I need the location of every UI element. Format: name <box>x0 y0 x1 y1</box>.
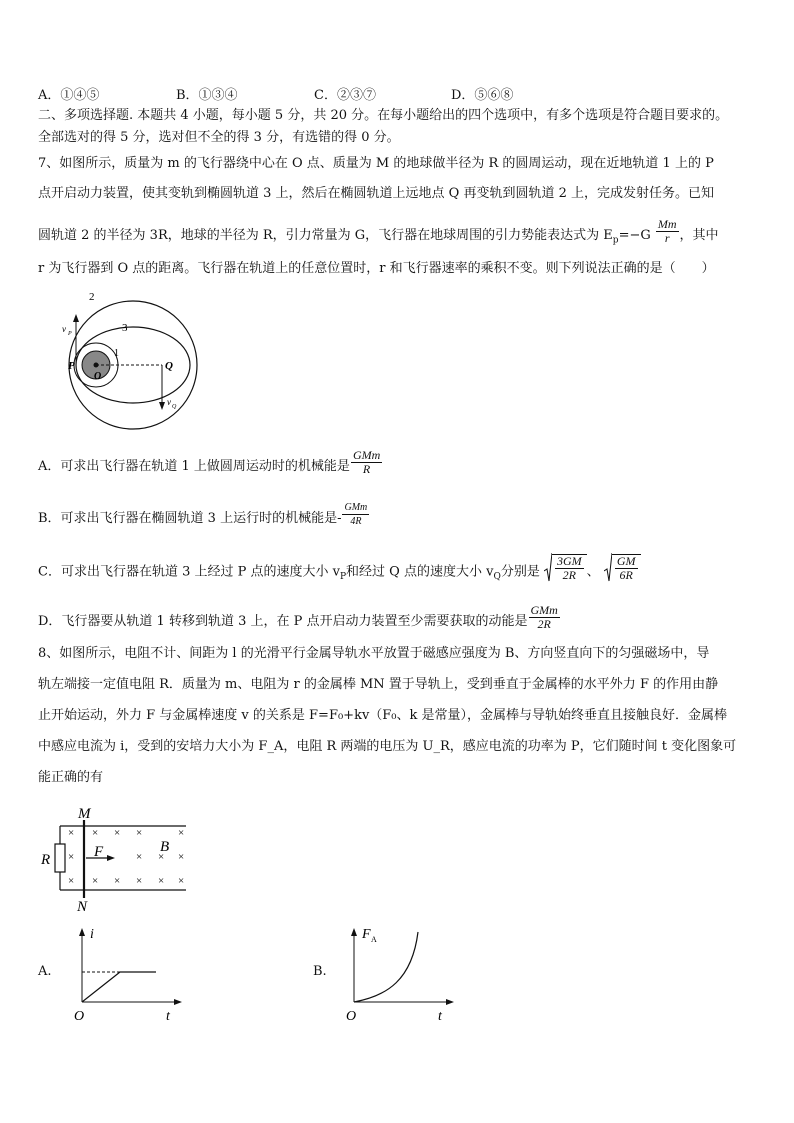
q6-option-b: B．①③④ <box>176 88 238 103</box>
q7-line1: 7、如图所示，质量为 m 的飞行器绕中心在 O 点、质量为 M 的地球做半径为 R 的圆周运动，现在近地轨道 1 上的 P <box>38 156 714 171</box>
label-orbit-2: 2 <box>89 291 95 303</box>
q8-line2: 轨左端接一定值电阻 R．质量为 m、电阻为 r 的金属棒 MN 置于导轨上，受到垂直于金属棒的水平外力 F 的作用由静 <box>38 677 719 692</box>
q7-line3: 圆轨道 2 的半径为 3R，地球的半径为 R，引力常量为 G，飞行器在地球周围的引力势能表达式为 $E_p=-G$ $\frac{Mm}{r}$ ，其中 <box>38 217 719 246</box>
rail-circuit-figure <box>36 806 196 916</box>
field-cross: × <box>136 851 143 863</box>
label-vp: v <box>62 324 66 334</box>
q7-option-b: B．可求出飞行器在椭圆轨道 3 上运行时的机械能是- $\frac{\text{GMm}}{4R}$ <box>38 502 368 527</box>
label-p: P <box>68 360 75 372</box>
field-cross: × <box>68 875 75 887</box>
q7-option-d: D．飞行器要从轨道 1 转移到轨道 3 上，在 P 点开启动力装置至少需要获取的动能是 $\frac{\text{GMm}}{2R}$ <box>38 603 558 631</box>
q7-line4: r 为飞行器到 O 点的距离。飞行器在轨道上的任意位置时，r 和飞行器速率的乘积不变。则下列说法正确的是（ ） <box>38 261 715 276</box>
q6-option-a: A．①④⑤ <box>38 88 100 103</box>
graph-a-curve <box>82 972 156 1002</box>
graph-b-option-label: B. <box>313 964 327 979</box>
label-vp-sub: P <box>68 331 72 337</box>
resistor-r <box>55 844 65 872</box>
label-b: B <box>160 839 170 855</box>
field-cross: × <box>178 851 185 863</box>
field-cross: × <box>136 827 143 839</box>
field-cross: × <box>158 851 165 863</box>
q8-line3: 止开始运动，外力 F 与金属棒速度 v 的关系是 F=F₀+kv（F₀、k 是常量），金属棒与导轨始终垂直且接触良好．金属棒 <box>38 708 728 723</box>
section2-line1: 二、多项选择题. 本题共 4 小题，每小题 5 分，共 20 分。在每小题给出的四个选项中，有多个选项是符合题目要求的。 <box>38 108 729 123</box>
force-arrowhead <box>107 855 115 861</box>
label-orbit-3: 3 <box>122 322 128 334</box>
label-vq: v <box>167 397 171 407</box>
label-q: Q <box>165 360 173 372</box>
field-cross: × <box>114 827 121 839</box>
graph-b-ylabel-sub: A <box>371 935 377 944</box>
field-cross: × <box>92 875 99 887</box>
orbit-figure <box>36 288 236 438</box>
label-f: F <box>94 844 104 860</box>
label-vq-sub: Q <box>172 404 177 410</box>
field-cross: × <box>68 851 75 863</box>
field-cross: × <box>114 875 121 887</box>
label-o: O <box>94 371 102 382</box>
q8-line5: 能正确的有 <box>38 770 104 785</box>
graph-b-origin: O <box>346 1009 357 1024</box>
vq-arrowhead <box>159 402 165 410</box>
label-m: M <box>78 806 91 822</box>
field-cross: × <box>136 875 143 887</box>
field-cross: × <box>178 827 185 839</box>
magnetic-field-crosses <box>68 827 184 887</box>
graph-a <box>70 924 190 1024</box>
q6-option-c: C．②③⑦ <box>314 88 376 103</box>
q7-option-c: C．可求出飞行器在轨道 3 上经过 P 点的速度大小 $v_P$和经过 Q 点的速度大小 $v_Q$分别是 $\frac{3GM}{2R}$ 、 $\frac{GM}{6R}$ <box>38 557 641 587</box>
graph-a-ylabel: i <box>90 927 94 942</box>
label-n: N <box>77 899 88 915</box>
section2-line2: 全部选对的得 5 分，选对但不全的得 3 分，有选错的得 0 分。 <box>38 130 400 145</box>
q8-line1: 8、如图所示，电阻不计、间距为 l 的光滑平行金属导轨水平放置于磁感应强度为 B、方向竖直向下的匀强磁场中，导 <box>38 646 710 661</box>
q7-line2: 点开启动力装置，使其变轨到椭圆轨道 3 上，然后在椭圆轨道上远地点 Q 再变轨到圆轨道 2 上，完成发射任务。已知 <box>38 186 714 201</box>
q7-option-a: A．可求出飞行器在轨道 1 上做圆周运动时的机械能是 $\frac{\text{GMm}}{R}$ <box>38 448 381 476</box>
field-cross: × <box>68 827 75 839</box>
field-cross: × <box>178 875 185 887</box>
graph-b-curve <box>354 932 418 1002</box>
vp-arrowhead <box>73 314 79 322</box>
graph-a-origin: O <box>74 1009 85 1024</box>
graph-b-xlabel: t <box>438 1009 442 1024</box>
label-r: R <box>41 852 51 868</box>
graph-a-option-label: A. <box>38 964 52 979</box>
graph-a-xlabel: t <box>166 1009 170 1024</box>
field-cross: × <box>158 875 165 887</box>
graph-b <box>342 924 462 1024</box>
field-cross: × <box>92 827 99 839</box>
q8-line4: 中感应电流为 i，受到的安培力大小为 F_A，电阻 R 两端的电压为 U_R，感应电流的功率为 P，它们随时间 t 变化图象可 <box>38 739 737 754</box>
q6-option-d: D．⑤⑥⑧ <box>451 88 514 103</box>
label-orbit-1: 1 <box>114 348 119 359</box>
graph-b-ylabel: F <box>362 927 371 942</box>
